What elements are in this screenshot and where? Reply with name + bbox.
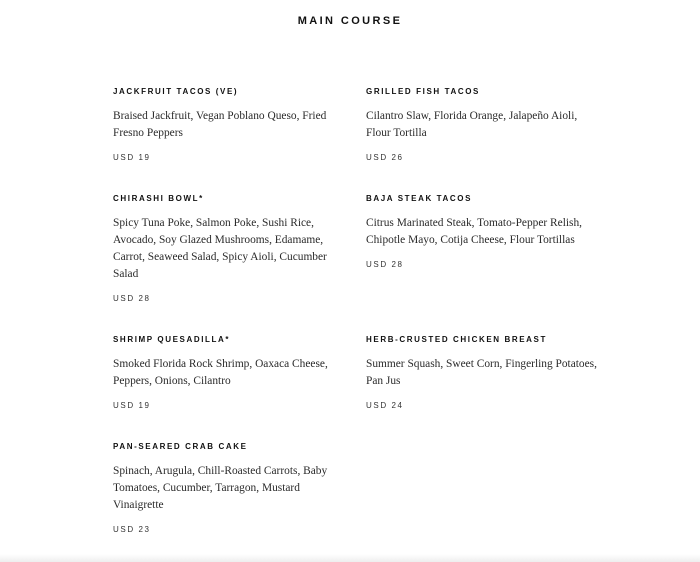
- menu-item-crab-cake: [113, 441, 345, 536]
- item-price: USD 26: [366, 153, 404, 162]
- item-price: USD 28: [113, 294, 151, 303]
- menu-item-shrimp-quesadilla: [113, 334, 345, 412]
- item-name: SHRIMP QUESADILLA*: [113, 335, 231, 344]
- section-title: MAIN COURSE: [297, 15, 403, 27]
- item-price: USD 19: [113, 153, 151, 162]
- menu-item-jackfruit-tacos: [113, 86, 345, 164]
- menu-item-chirashi-bowl: [113, 193, 345, 305]
- item-description: Smoked Florida Rock Shrimp, Oaxaca Cheese, Peppers, Onions, Cilantro: [113, 358, 328, 387]
- item-price: USD 19: [113, 401, 151, 410]
- item-name: HERB-CRUSTED CHICKEN BREAST: [366, 335, 547, 344]
- item-name: JACKFRUIT TACOS (VE): [113, 87, 239, 96]
- item-name: GRILLED FISH TACOS: [366, 87, 480, 96]
- item-description: Summer Squash, Sweet Corn, Fingerling Potatoes, Pan Jus: [366, 358, 597, 387]
- item-description: Braised Jackfruit, Vegan Poblano Queso, Fried Fresno Peppers: [113, 110, 327, 139]
- item-name: BAJA STEAK TACOS: [366, 194, 473, 203]
- item-description: Citrus Marinated Steak, Tomato-Pepper Relish, Chipotle Mayo, Cotija Cheese, Flour Tortillas: [366, 217, 583, 246]
- menu-item-herb-crusted-chicken: [366, 334, 598, 412]
- item-name: PAN-SEARED CRAB CAKE: [113, 442, 248, 451]
- menu-item-baja-steak-tacos: [366, 193, 598, 271]
- item-name: CHIRASHI BOWL*: [113, 194, 204, 203]
- item-price: USD 24: [366, 401, 404, 410]
- item-description: Spicy Tuna Poke, Salmon Poke, Sushi Rice, Avocado, Soy Glazed Mushrooms, Edamame, Carrot, Seaweed Salad, Spicy Aioli, Cucumber Salad: [113, 217, 327, 280]
- item-price: USD 28: [366, 260, 404, 269]
- menu-item-grilled-fish-tacos: [366, 86, 598, 164]
- item-description: Cilantro Slaw, Florida Orange, Jalapeño Aioli, Flour Tortilla: [366, 110, 578, 139]
- item-price: USD 23: [113, 525, 151, 534]
- bottom-fade: [0, 554, 700, 562]
- item-description: Spinach, Arugula, Chill-Roasted Carrots, Baby Tomatoes, Cucumber, Tarragon, Mustard Vinaigrette: [113, 465, 328, 511]
